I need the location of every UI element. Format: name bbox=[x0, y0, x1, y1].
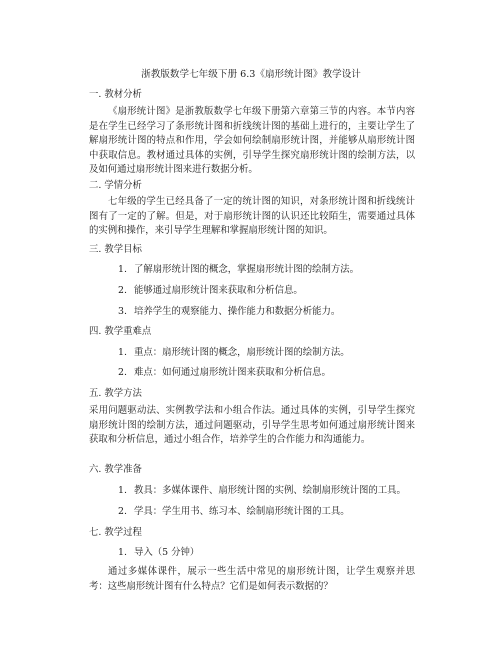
section-text-textbook-analysis: 《扇形统计图》是浙教版数学七年级下册第六章第三节的内容。本节内容是在学生已经学习了条形统计图和折线统计图的基础上进行的，主要让学生了解扇形统计图的特点和作用，学会如何绘制扇形统计图，并能够从扇形统计图中获取信息。教材通过具体的实例，引导学生探究扇形统计图的绘制方法，以及如何通过扇形统计图来进行数据分析。 bbox=[89, 106, 415, 176]
section-text-learner-analysis: 七年级的学生已经具备了一定的统计图的知识，对条形统计图和折线统计图有了一定的了解。但是，对于扇形统计图的认识还比较陌生，需要通过具体的实例和操作，来引导学生理解和掌握扇形统计图的知识。 bbox=[89, 196, 415, 237]
section-text-teaching-process: 通过多媒体课件，展示一些生活中常见的扇形统计图，让学生观察并思考：这些扇形统计图有什么特点？它们是如何表示数据的？ bbox=[89, 566, 415, 592]
section-heading-preparation: 六. 教学准备 bbox=[89, 464, 142, 475]
section-heading-teaching-methods: 五. 教学方法 bbox=[89, 388, 142, 399]
section-heading-textbook-analysis: 一. 教材分析 bbox=[89, 89, 142, 100]
document-page: 浙教版数学七年级下册 6.3《扇形统计图》教学设计 一. 教材分析 《扇形统计图》是浙教版数学七年级下册第六章第三节的内容。本节内容是在学生已经学习了条形统计图和折线统计图的基础上进行的，主要让学生了解扇形统计图的特点和作用，学会如何绘制扇形统计图，并能够从扇形统计图中获取信息。教材通过具体的实例，引导学生探究扇形统计图的绘制方法，以及如何通过扇形统计图来进行数据分析。 二. 学情分析 七年级的学生已经具备了一定的统计图的知识，对条形统计图和折线统计图有了一定的了解。但是，对于扇形统计图的认识还比较陌生，需要通过具体的实例和操作，来引导学生理解和掌握扇形统计图的知识。 三. 教学目标 1. 了解扇形统计图的概念，掌握扇形统计图的绘制方法。 2. 能够通过扇形统计图来获取和分析信息。 3. 培养学生的观察能力、操作能力和数据分析能力。 四. 教学重难点 1. 重点：扇形统计图的概念，扇形统计图的绘制方法。 2. 难点：如何通过扇形统计图来获取和分析信息。 五. 教学方法 采用问题驱动法、实例教学法和小组合作法。通过具体的实例，引导学生探究扇形统计图的绘制方法，通过问题驱动，引导学生思考如何通过扇形统计图来获取和分析信息，通过小组合作，培养学生的合作能力和沟通能力。 六. 教学准备 1. 教具：多媒体课件、扇形统计图的实例、绘制扇形统计图的工具。 2. 学具：学生用书、练习本、绘制扇形统计图的工具。 七. 教学过程 1. 导入（5 分钟） 通过多媒体课件，展示一些生活中常见的扇形统计图，让学生观察并思考：这些扇形统计图有什么特点？它们是如何表示数据的？ bbox=[0, 0, 502, 649]
document-title: 浙教版数学七年级下册 6.3《扇形统计图》教学设计 bbox=[141, 69, 361, 80]
section-heading-teaching-goals: 三. 教学目标 bbox=[89, 244, 142, 255]
section-heading-teaching-process: 七. 教学过程 bbox=[89, 527, 142, 538]
section-heading-key-points: 四. 教学重难点 bbox=[89, 326, 152, 337]
section-text-teaching-methods: 采用问题驱动法、实例教学法和小组合作法。通过具体的实例，引导学生探究扇形统计图的绘制方法，通过问题驱动，引导学生思考如何通过扇形统计图来获取和分析信息，通过小组合作，培养学生的合作能力和沟通能力。 bbox=[89, 405, 415, 446]
section-heading-learner-analysis: 二. 学情分析 bbox=[89, 180, 142, 191]
